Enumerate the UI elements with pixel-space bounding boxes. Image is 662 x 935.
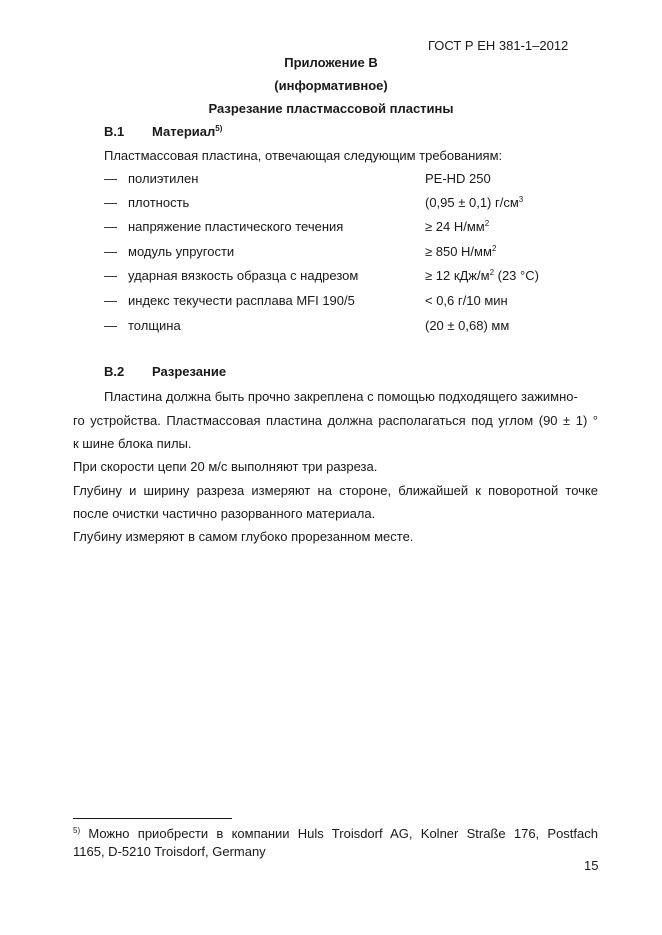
section-title: Разрезание [152,364,227,379]
requirement-property: индекс текучести расплава MFI 190/5 [128,293,355,308]
dash-marker: — [104,268,117,283]
section-title-text: Материал [152,124,216,139]
paragraph: Глубину измеряют в самом глубоко прорезанном месте. [73,529,414,544]
appendix-type: (информативное) [274,78,388,93]
appendix-title: Приложение В [284,55,378,70]
dash-marker: — [104,244,117,259]
footnote-reference: 5) [215,124,223,133]
section-title [152,124,222,139]
requirement-value-text: < 0,6 г/10 мин [425,293,508,308]
requirement-value [425,244,496,259]
dash-marker: — [104,219,117,234]
dash-marker: — [104,293,117,308]
paragraph-line: Пластина должна быть прочно закреплена с помощью подходящего зажимно- [104,389,578,404]
requirement-value-text: ≥ 24 Н/мм [425,219,485,234]
page-number: 15 [584,858,599,873]
requirement-property: плотность [128,195,190,210]
requirement-value-text: (0,95 ± 0,1) г/см [425,195,519,210]
requirement-value [425,293,508,308]
requirement-value-text: PE-HD 250 [425,171,491,186]
requirement-value [425,171,491,186]
document-standard-code: ГОСТ Р ЕН 381-1–2012 [428,38,569,53]
unit-exponent: 2 [484,219,490,228]
requirement-value [425,219,489,234]
requirement-property: ударная вязкость образца с надрезом [128,268,359,283]
paragraph-line: к шине блока пилы. [73,436,192,451]
unit-exponent: 3 [518,195,524,204]
requirement-value [425,268,539,283]
dash-marker: — [104,195,117,210]
requirement-value [425,318,509,333]
footnote-line [73,826,598,841]
requirement-property: толщина [128,318,181,333]
requirement-value-text: ≥ 12 кДж/м [425,268,490,283]
unit-exponent: 2 [491,244,497,253]
requirement-property: полиэтилен [128,171,199,186]
requirement-value-text: ≥ 850 Н/мм [425,244,492,259]
material-intro: Пластмассовая пластина, отвечающая следующим требованиям: [104,148,503,163]
dash-marker: — [104,318,117,333]
dash-marker: — [104,171,117,186]
appendix-subject: Разрезание пластмассовой пластины [208,101,454,116]
paragraph-line: Глубину и ширину разреза измеряют на стороне, ближайшей к поворотной точке [73,483,598,498]
footnote-mark: 5) [73,826,81,835]
requirement-value [425,195,523,210]
paragraph-line: после очистки частично разорванного материала. [73,506,376,521]
section-number: В.1 [104,124,125,139]
section-number: В.2 [104,364,125,379]
unit-exponent: 2 [489,268,495,277]
requirement-property: напряжение пластического течения [128,219,344,234]
requirement-value-text: (20 ± 0,68) мм [425,318,510,333]
footnote-separator [73,818,232,819]
requirement-property: модуль упругости [128,244,235,259]
paragraph-line: го устройства. Пластмассовая пластина должна располагаться под углом (90 ± 1) ° [73,413,598,428]
footnote-text: Можно приобрести в компании Huls Troisdorf AG, Kolner Straße 176, Postfach [88,826,598,841]
paragraph: При скорости цепи 20 м/с выполняют три разреза. [73,459,378,474]
requirement-value-suffix: (23 °С) [494,268,539,283]
footnote-line: 1165, D-5210 Troisdorf, Germany [73,844,266,859]
